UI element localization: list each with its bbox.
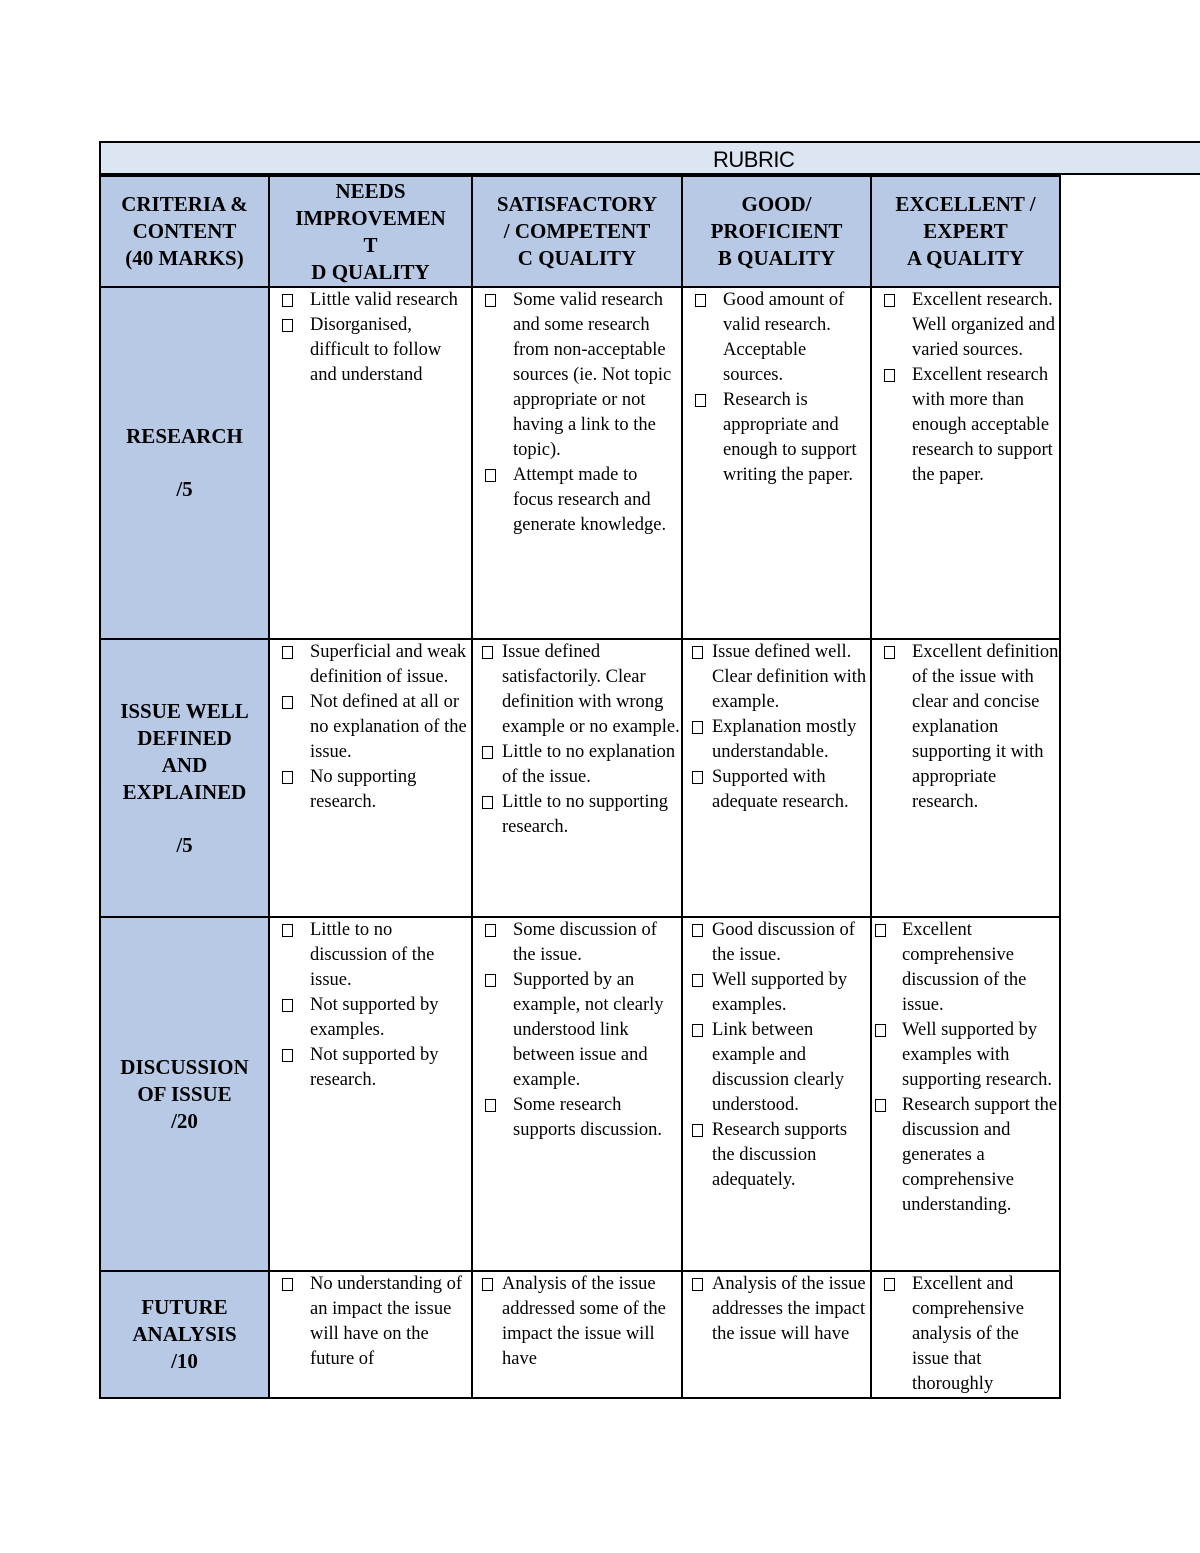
criterion-name: FUTURE xyxy=(141,1295,228,1319)
checkbox-bullet-icon xyxy=(485,974,496,987)
checkbox-bullet-icon xyxy=(692,924,703,937)
cell-needs-improvement xyxy=(269,917,472,1271)
cell-good xyxy=(682,287,871,639)
bullet-text: Some discussion of the issue. xyxy=(513,920,657,965)
checkbox-bullet-icon xyxy=(282,1049,293,1062)
bullet-text: Excellent and comprehensive analysis of the issue that thoroughly xyxy=(912,1274,1024,1394)
bullet-item xyxy=(872,288,1059,363)
checkbox-bullet-icon xyxy=(884,294,895,307)
cell-excellent xyxy=(871,639,1060,917)
header-needs-improvement xyxy=(269,176,472,287)
bullet-item xyxy=(473,918,681,968)
bullet-text: Not supported by research. xyxy=(310,1045,439,1090)
bullet-item xyxy=(683,918,870,968)
checkbox-bullet-icon xyxy=(692,771,703,784)
bullet-item xyxy=(683,1272,870,1347)
bullet-item xyxy=(872,1272,1059,1397)
bullet-text: Attempt made to focus research and generate knowledge. xyxy=(513,465,667,535)
bullet-text: Little to no discussion of the issue. xyxy=(310,920,435,990)
criterion-cell xyxy=(100,1271,269,1398)
checkbox-bullet-icon xyxy=(482,646,493,659)
bullet-text: Analysis of the issue addressed some of the impact the issue will have xyxy=(502,1274,666,1369)
bullet-text: Little to no supporting research. xyxy=(502,792,668,837)
bullet-text: Superficial and weak definition of issue. xyxy=(310,642,467,687)
criterion-name: AND xyxy=(161,752,208,777)
checkbox-bullet-icon xyxy=(282,696,293,709)
criterion-name: EXPLAINED xyxy=(122,779,247,804)
criterion-cell xyxy=(100,287,269,639)
header-line: EXCELLENT / xyxy=(895,192,1036,216)
checkbox-bullet-icon xyxy=(482,796,493,809)
header-line: IMPROVEMEN xyxy=(295,205,446,230)
header-line: D QUALITY xyxy=(311,259,430,284)
checkbox-bullet-icon xyxy=(884,1278,895,1291)
checkbox-bullet-icon xyxy=(482,1278,493,1291)
checkbox-bullet-icon xyxy=(282,924,293,937)
bullet-text: Explanation mostly understandable. xyxy=(712,717,857,762)
header-line: C QUALITY xyxy=(517,246,637,270)
bullet-text: Good amount of valid research. Acceptable sources. xyxy=(723,290,845,385)
criterion-cell xyxy=(100,917,269,1271)
bullet-text: Issue defined well. Clear definition with example. xyxy=(712,642,867,712)
bullet-text: Some valid research and some research from non-acceptable sources (ie. Not topic appropriate or not having a link to the topic). xyxy=(513,290,672,460)
criterion-marks: /5 xyxy=(176,832,193,857)
header-criteria xyxy=(100,176,269,287)
bullet-text: Not supported by examples. xyxy=(310,995,439,1040)
checkbox-bullet-icon xyxy=(482,746,493,759)
cell-excellent xyxy=(871,1271,1060,1398)
criterion-name: ANALYSIS xyxy=(132,1322,237,1346)
checkbox-bullet-icon xyxy=(282,1278,293,1291)
bullet-item xyxy=(270,918,471,993)
bullet-text: No understanding of an impact the issue will have on the future of xyxy=(310,1274,463,1369)
checkbox-bullet-icon xyxy=(485,924,496,937)
table-row xyxy=(100,287,1060,639)
bullet-item xyxy=(270,313,471,388)
bullet-text: Research support the discussion and generates a comprehensive understanding. xyxy=(902,1095,1058,1215)
bullet-text: Good discussion of the issue. xyxy=(712,920,855,965)
header-line: PROFICIENT xyxy=(710,219,843,243)
bullet-text: Excellent definition of the issue with clear and concise explanation supporting it with appropriate research. xyxy=(912,642,1059,812)
table-row xyxy=(100,1271,1060,1398)
checkbox-bullet-icon xyxy=(485,1099,496,1112)
checkbox-bullet-icon xyxy=(875,924,886,937)
checkbox-bullet-icon xyxy=(692,1024,703,1037)
rubric-table xyxy=(99,175,1061,1399)
bullet-item xyxy=(683,640,870,715)
bullet-item xyxy=(270,1043,471,1093)
bullet-item xyxy=(683,765,870,815)
bullet-text: Analysis of the issue addresses the impact the issue will have xyxy=(712,1274,866,1344)
bullet-item xyxy=(270,993,471,1043)
rubric-title-bar xyxy=(99,141,1200,175)
bullet-item xyxy=(872,918,1059,1018)
checkbox-bullet-icon xyxy=(485,469,496,482)
header-line: (40 MARKS) xyxy=(125,246,244,270)
bullet-text: No supporting research. xyxy=(310,767,417,812)
checkbox-bullet-icon xyxy=(692,974,703,987)
checkbox-bullet-icon xyxy=(875,1099,886,1112)
bullet-text: Excellent research. Well organized and varied sources. xyxy=(912,290,1056,360)
bullet-item xyxy=(683,968,870,1018)
checkbox-bullet-icon xyxy=(692,721,703,734)
bullet-text: Little valid research xyxy=(310,290,458,310)
bullet-item xyxy=(270,690,471,765)
bullet-item xyxy=(683,288,870,388)
checkbox-bullet-icon xyxy=(282,646,293,659)
criterion-name: RESEARCH xyxy=(126,424,243,448)
header-line: CONTENT xyxy=(132,219,237,243)
bullet-item xyxy=(473,640,681,740)
bullet-text: Link between example and discussion clearly understood. xyxy=(712,1020,845,1115)
checkbox-bullet-icon xyxy=(692,646,703,659)
bullet-item xyxy=(683,715,870,765)
bullet-item xyxy=(473,1272,681,1372)
bullet-item xyxy=(872,1018,1059,1093)
checkbox-bullet-icon xyxy=(282,319,293,332)
bullet-item xyxy=(872,1093,1059,1218)
bullet-item xyxy=(270,640,471,690)
checkbox-bullet-icon xyxy=(884,369,895,382)
bullet-item xyxy=(270,765,471,815)
bullet-item xyxy=(683,1018,870,1118)
cell-satisfactory xyxy=(472,287,682,639)
header-line: NEEDS xyxy=(335,178,406,203)
bullet-item xyxy=(473,288,681,463)
header-good xyxy=(682,176,871,287)
bullet-item xyxy=(473,740,681,790)
cell-good xyxy=(682,639,871,917)
bullet-text: Research supports the discussion adequately. xyxy=(712,1120,848,1190)
bullet-item xyxy=(270,288,471,313)
checkbox-bullet-icon xyxy=(282,771,293,784)
cell-excellent xyxy=(871,917,1060,1271)
bullet-text: Some research supports discussion. xyxy=(513,1095,663,1140)
bullet-item xyxy=(270,1272,471,1372)
checkbox-bullet-icon xyxy=(282,294,293,307)
checkbox-bullet-icon xyxy=(875,1024,886,1037)
checkbox-bullet-icon xyxy=(692,1278,703,1291)
bullet-text: Supported with adequate research. xyxy=(712,767,849,812)
cell-satisfactory xyxy=(472,1271,682,1398)
header-line: B QUALITY xyxy=(717,246,836,270)
checkbox-bullet-icon xyxy=(692,1124,703,1137)
cell-needs-improvement xyxy=(269,1271,472,1398)
cell-needs-improvement xyxy=(269,639,472,917)
header-line: EXPERT xyxy=(923,219,1008,243)
table-row xyxy=(100,917,1060,1271)
header-line: A QUALITY xyxy=(906,246,1025,270)
bullet-text: Excellent comprehensive discussion of the issue. xyxy=(902,920,1027,1015)
bullet-item xyxy=(683,1118,870,1193)
bullet-item xyxy=(683,388,870,488)
header-line: T xyxy=(363,232,378,257)
cell-satisfactory xyxy=(472,639,682,917)
bullet-text: Research is appropriate and enough to support writing the paper. xyxy=(723,390,857,485)
criterion-marks: /5 xyxy=(176,477,193,501)
bullet-item xyxy=(473,1093,681,1143)
bullet-item xyxy=(872,363,1059,488)
header-line: CRITERIA & xyxy=(121,192,248,216)
header-satisfactory xyxy=(472,176,682,287)
checkbox-bullet-icon xyxy=(485,294,496,307)
bullet-text: Excellent research with more than enough acceptable research to support the paper. xyxy=(912,365,1053,485)
bullet-text: Supported by an example, not clearly understood link between issue and example. xyxy=(513,970,664,1090)
bullet-text: Issue defined satisfactorily. Clear definition with wrong example or no example. xyxy=(502,642,680,737)
bullet-item xyxy=(473,790,681,840)
checkbox-bullet-icon xyxy=(695,294,706,307)
header-line: GOOD/ xyxy=(741,192,812,216)
cell-needs-improvement xyxy=(269,287,472,639)
criterion-name: ISSUE WELL xyxy=(120,698,249,723)
header-line: SATISFACTORY xyxy=(496,192,658,216)
bullet-item xyxy=(473,968,681,1093)
bullet-text: Not defined at all or no explanation of the issue. xyxy=(310,692,467,762)
criterion-name: DEFINED xyxy=(137,725,232,750)
checkbox-bullet-icon xyxy=(282,999,293,1012)
criterion-cell xyxy=(100,639,269,917)
criterion-marks: /20 xyxy=(171,1108,198,1133)
bullet-text: Little to no explanation of the issue. xyxy=(502,742,676,787)
criterion-name: OF ISSUE xyxy=(137,1081,232,1106)
checkbox-bullet-icon xyxy=(884,646,895,659)
cell-satisfactory xyxy=(472,917,682,1271)
bullet-text: Well supported by examples with supporting research. xyxy=(902,1020,1053,1090)
checkbox-bullet-icon xyxy=(695,394,706,407)
cell-excellent xyxy=(871,287,1060,639)
bullet-item xyxy=(473,463,681,538)
bullet-text: Well supported by examples. xyxy=(712,970,848,1015)
criterion-name: DISCUSSION xyxy=(120,1054,249,1079)
header-line: / COMPETENT xyxy=(503,219,651,243)
bullet-item xyxy=(872,640,1059,815)
rubric-title: RUBRIC xyxy=(713,147,795,172)
cell-good xyxy=(682,1271,871,1398)
table-row xyxy=(100,639,1060,917)
criterion-marks: /10 xyxy=(171,1349,198,1373)
header-row xyxy=(100,176,1060,287)
header-excellent xyxy=(871,176,1060,287)
bullet-text: Disorganised, difficult to follow and understand xyxy=(310,315,442,385)
cell-good xyxy=(682,917,871,1271)
